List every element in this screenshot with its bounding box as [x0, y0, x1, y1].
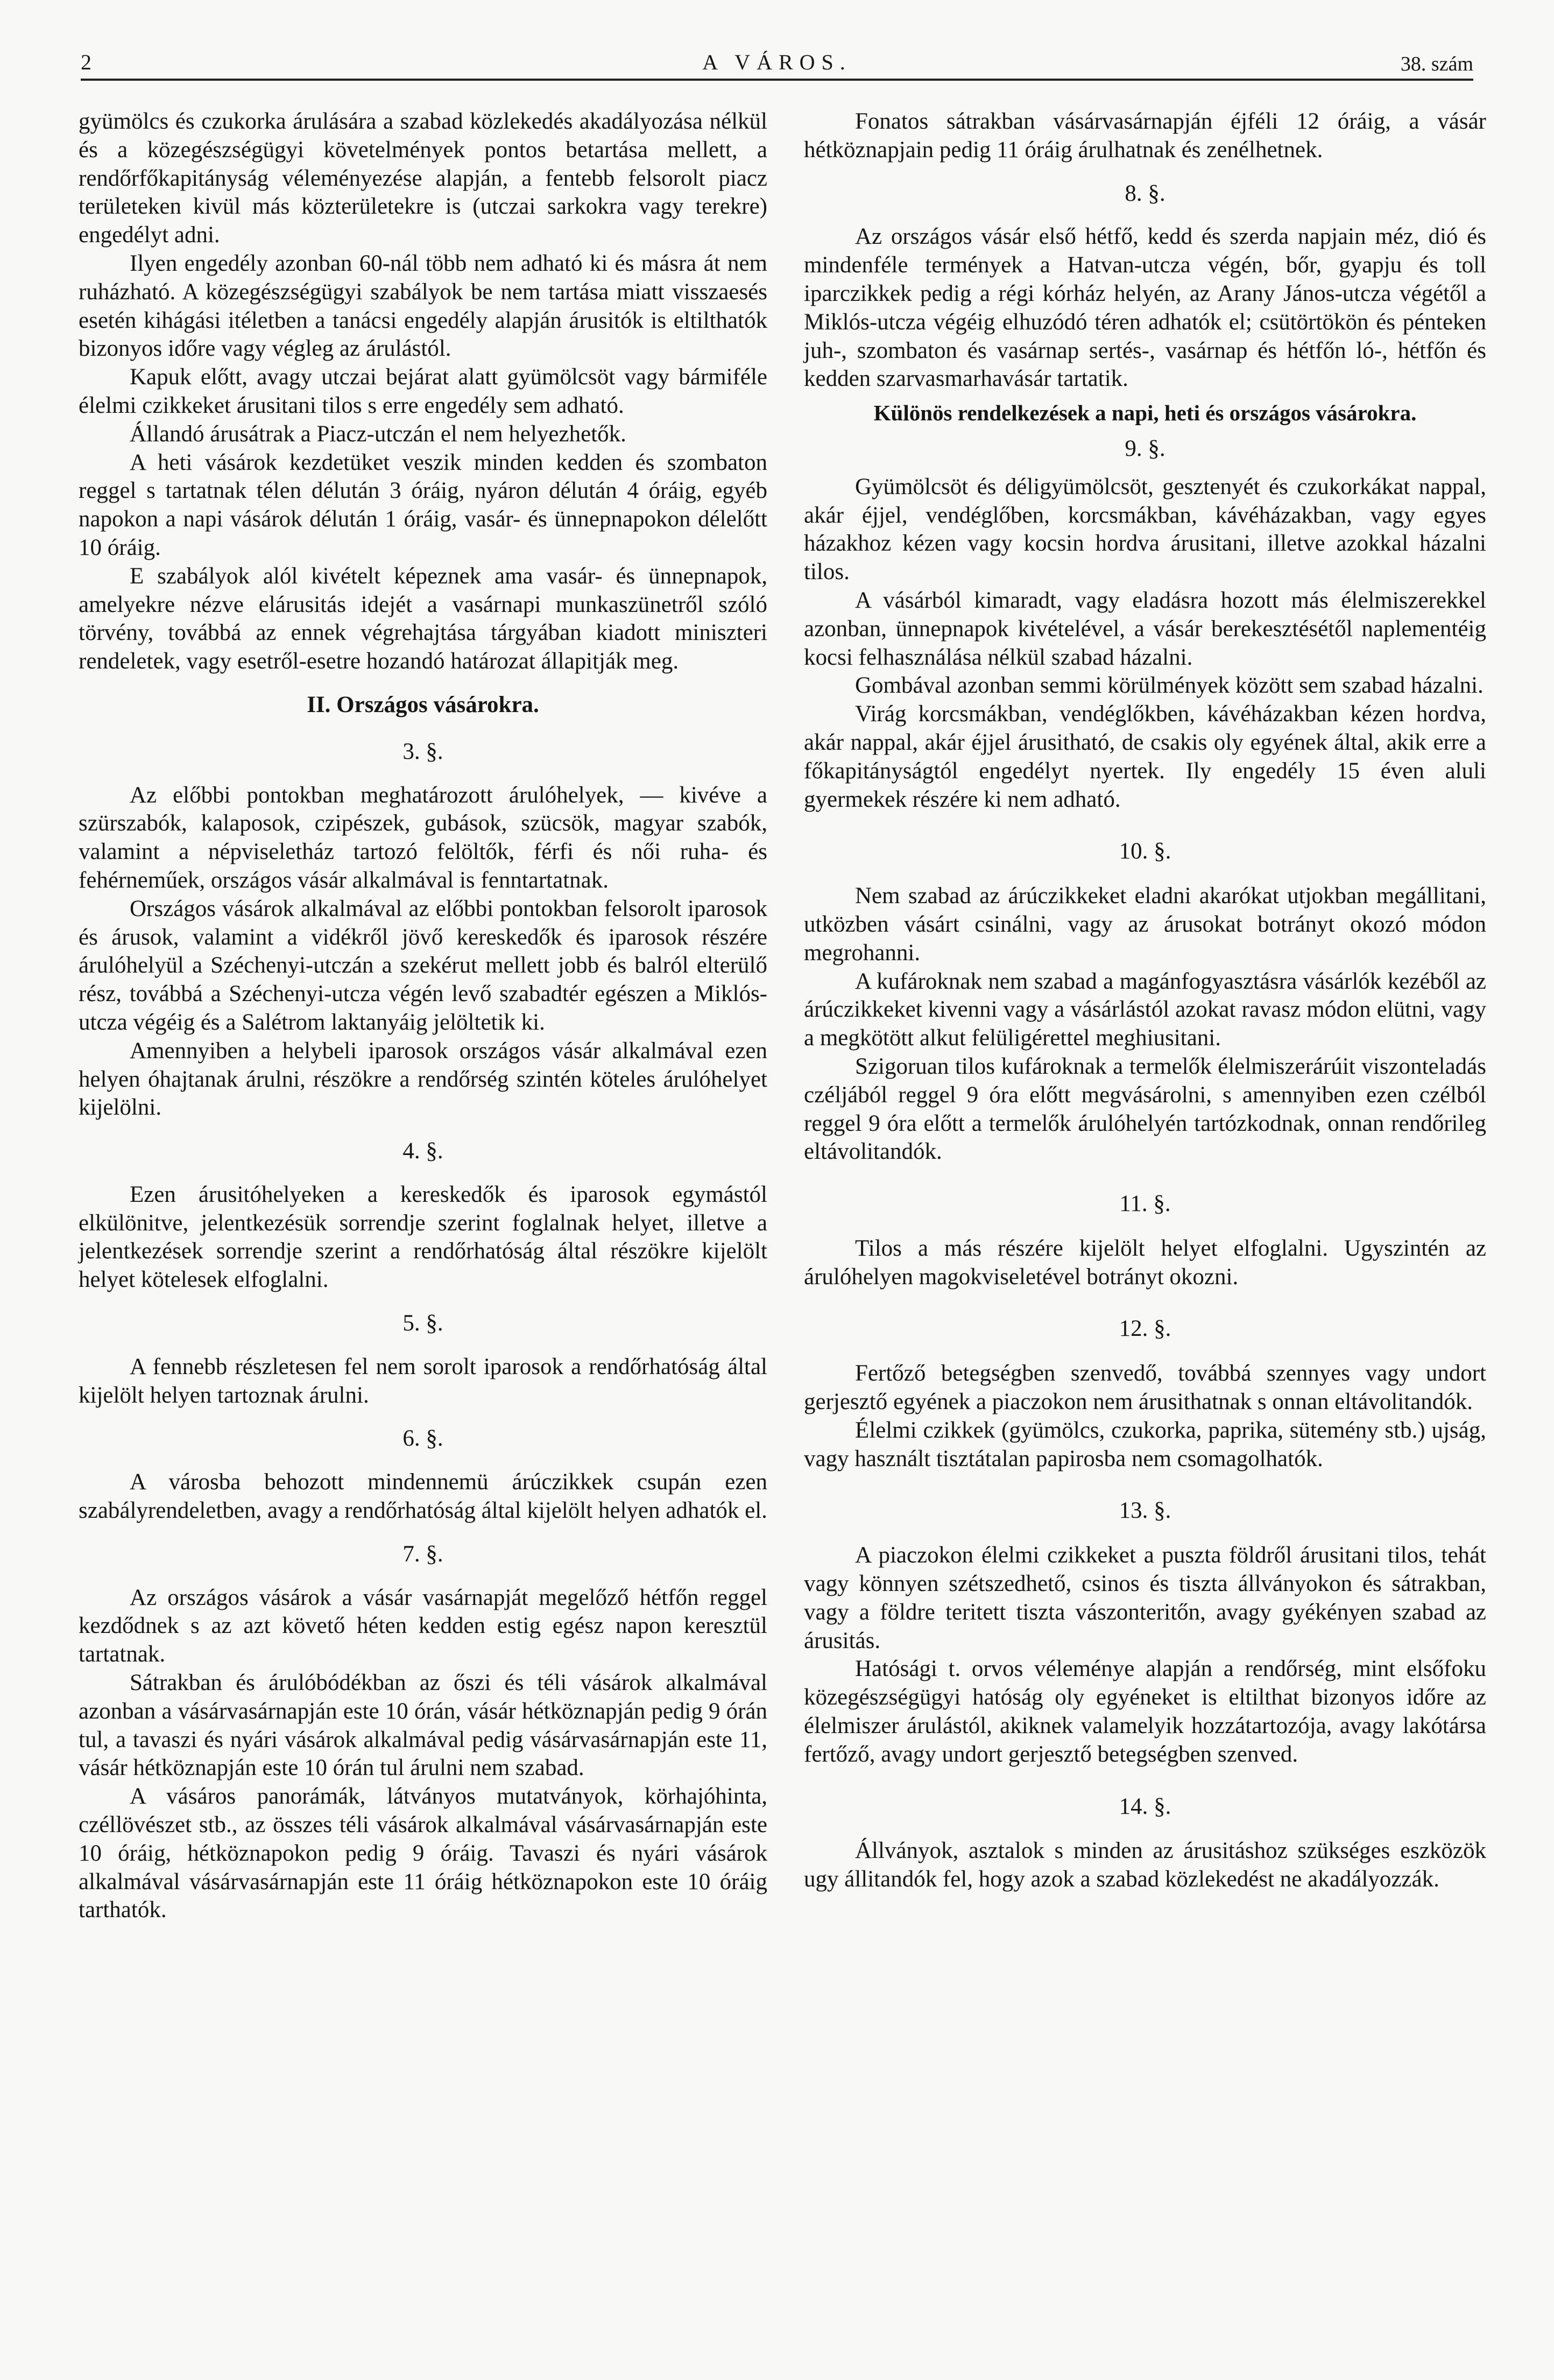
paragraph: A kufároknak nem szabad a magánfogyasztásra vásárlók kezéből az árúczikkeket kivenni vagy a vásárlástól azokat ravasz módon elütni, vagy a megkötött alkut felüligérettel meghiusitani.	[804, 968, 1486, 1051]
section-number: 13. §.	[1119, 1498, 1171, 1524]
paragraph: A heti vásárok kezdetüket veszik minden kedden és szombaton reggel s tartatnak télen délután 3 óráig, nyáron délután 4 óráig, egyéb napokon a napi vásárok délután 1 óráig, vasár- és ünnepnapokon délelőtt 10 óráig.	[79, 449, 767, 560]
paragraph: Sátrakban és árulóbódékban az őszi és téli vásárok alkalmával azonban a vásárvasárnapján este 10 órán, vásár hétköznapján pedig 9 órán tul, a tavaszi és nyári vásárok alkalmával pedig vásárvasárnapján este 11, vásár hétköznapján este 10 órán tul árulni nem szabad.	[79, 1670, 767, 1781]
paragraph: Amennyiben a helybeli iparosok országos vásár alkalmával ezen helyen óhajtanak árulni, részökre a rendőrség szintén köteles árulóhelyet kijelölni.	[79, 1038, 767, 1121]
section-number: 3. §.	[402, 738, 443, 764]
section-number: 10. §.	[1119, 839, 1171, 864]
section-number: 8. §.	[1125, 180, 1166, 206]
section-number: 14. §.	[1119, 1793, 1171, 1819]
section-number: 9. §.	[1125, 435, 1166, 461]
masthead-title: A VÁROS.	[702, 50, 852, 74]
special-provisions-heading: Különös rendelkezések a napi, heti és országos vásárokra.	[873, 400, 1417, 426]
paragraph: Élelmi czikkek (gyümölcs, czukorka, paprika, sütemény stb.) ujság, vagy használt tisztátalan papirosba nem csomagolhatók.	[804, 1417, 1486, 1471]
paragraph: Fertőző betegségben szenvedő, továbbá szennyes vagy undort gerjesztő egyének a piaczokon nem árusithatnak s onnan eltávolitandók.	[804, 1361, 1486, 1415]
paragraph: Szigoruan tilos kufároknak a termelők élelmiszerárúit viszonteladás czéljából reggel 9 óra előtt megvásárolni, s amennyiben ezen czélból reggel 9 óra előtt a termelők árulóhelyén tartózkodnak, onnan rendőrileg eltávolitandók.	[804, 1053, 1486, 1165]
header-rule	[81, 79, 1473, 81]
page-number: 2	[81, 50, 91, 74]
paragraph: Nem szabad az árúczikkeket eladni akarókat utjokban megállitani, utközben vásárt csinálni, vagy az árusokat botrányt okozó módon megrohanni.	[804, 883, 1486, 966]
paragraph: A városba behozott mindennemü árúczikkek csupán ezen szabályrendeletben, avagy a rendőrhatóság által kijelölt helyen adhatók el.	[79, 1469, 767, 1524]
paragraph: Ilyen engedély azonban 60-nál több nem adható ki és másra át nem ruházható. A közegészségügyi szabályok be nem tartása miatt visszaesés esetén kihágási itéletben a tanácsi engedély alapján árusitók is eltilthatók bizonyos időre vagy végleg az árulástól.	[79, 250, 767, 362]
section-number: 5. §.	[402, 1311, 443, 1336]
paragraph: Virág korcsmákban, vendéglőkben, kávéházakban kézen hordva, akár nappal, akár éjjel árusitható, de csakis oly egyének által, akik erre a főkapitányságtól engedélyt nyertek. Ily engedély 15 éven aluli gyermekek részére ki nem adható.	[804, 701, 1486, 812]
paragraph: gyümölcs és czukorka árulására a szabad közlekedés akadályozása nélkül és a közegészségügyi követelmények pontos betartása mellett, a rendőrfőkapitányság véleményezése alapján, a fentebb felsorolt piacz területeken kivül más közterületekre is (utczai sarkokra vagy terekre) engedélyt adni.	[79, 109, 767, 248]
left-column	[79, 108, 767, 1925]
paragraph: Fonatos sátrakban vásárvasárnapján éjféli 12 óráig, a vásár hétköznapjain pedig 11 óráig árulhatnak és zenélhetnek.	[804, 109, 1486, 163]
paragraph: Hatósági t. orvos véleménye alapján a rendőrség, mint elsőfoku közegészségügyi hatóság oly egyéneket is eltilthat bizonyos időre az élelmiszer árulástól, akiknek valamelyik hozzátartozója, avagy lakótársa fertőző, avagy undort gerjesztő betegségben szenved.	[804, 1656, 1486, 1767]
section-number: 4. §.	[402, 1138, 443, 1164]
section-number: 12. §.	[1119, 1316, 1171, 1342]
section-number: 11. §.	[1119, 1191, 1171, 1217]
paragraph: Országos vásárok alkalmával az előbbi pontokban felsorolt iparosok és árusok, valamint a vidékről jövő kereskedők és iparosok részére árulóhelyül a Széchenyi-utczán a szekérut mellett jobb és balról elterülő rész, továbbá a Széchenyi-utcza végén levő szabadtér egészen a Miklós-utcza végéig és a Salétrom laktanyáig jelöltetik ki.	[79, 896, 767, 1035]
paragraph: A piaczokon élelmi czikkeket a puszta földről árusitani tilos, tehát vagy könnyen szétszedhető, csinos és tiszta állványokon és sátrakban, vagy a földre teritett tiszta vászonteritőn, avagy gyékényen szabad az árusitás.	[804, 1543, 1486, 1653]
paragraph: Gombával azonban semmi körülmények között sem szabad házalni.	[855, 673, 1484, 699]
right-column	[804, 108, 1486, 1894]
paragraph: Kapuk előtt, avagy utczai bejárat alatt gyümölcsöt vagy bármiféle élelmi czikkeket árusitani tilos s erre engedély sem adható.	[79, 364, 767, 418]
paragraph: Gyümölcsöt és déligyümölcsöt, gesztenyét és czukorkákat nappal, akár éjjel, vendéglőben, korcsmákban, kávéházakban, vagy egyes házakhoz kézen vagy kocsin hordva árusitani, illetve azokkal házalni tilos.	[804, 474, 1486, 585]
paragraph: Állványok, asztalok s minden az árusitáshoz szükséges eszközök ugy állitandók fel, hogy azok a szabad közlekedést ne akadályozzák.	[804, 1838, 1486, 1892]
issue-number: 38. szám	[1400, 53, 1473, 75]
paragraph: Az országos vásár első hétfő, kedd és szerda napjain méz, dió és mindenféle termények a Hatvan-utcza végén, bőr, gyapju és toll iparczikkek pedig a régi kórház helyén, az Arany János-utcza végétől a Miklós-utcza végéig elhuzódó téren adhatók el; csütörtökön és pénteken juh-, szombaton és vasárnap sertés-, vasárnap és hétfőn ló-, hétfőn és kedden szarvasmarhavásár tartatik.	[804, 224, 1486, 392]
paragraph: A vásáros panorámák, látványos mutatványok, körhajóhinta, czéllövészet stb., az összes téli vásárok alkalmával vásárvasárnapján este 10 óráig, hétköznapokon pedig 9 óráig. Tavaszi és nyári vásárok alkalmával vásárvasárnapján este 11 óráig hétköznapokon este 10 óráig tarthatók.	[79, 1784, 767, 1923]
paragraph: Tilos a más részére kijelölt helyet elfoglalni. Ugyszintén az árulóhelyen magokviseletével botrányt okozni.	[804, 1235, 1486, 1290]
paragraph: Állandó árusátrak a Piacz-utczán el nem helyezhetők.	[130, 421, 626, 447]
section-number: 6. §.	[402, 1426, 443, 1452]
paragraph: E szabályok alól kivételt képeznek ama vasár- és ünnepnapok, amelyekre nézve elárusitás idejét a vasárnapi munkaszünetről szóló törvény, továbbá az ennek végrehajtása tárgyában kiadott miniszteri rendeletek, vagy esetről-esetre hozandó határozat állapitják meg.	[79, 563, 767, 674]
paragraph: A vásárból kimaradt, vagy eladásra hozott más élelmiszerekkel azonban, ünnepnapok kivételével, a vásár berekesztésétől naplementéig kocsi felhasználása nélkül szabad házalni.	[804, 587, 1486, 670]
paragraph: A fennebb részletesen fel nem sorolt iparosok a rendőrhatóság által kijelölt helyen tartoznak árulni.	[79, 1354, 767, 1408]
paragraph: Az országos vásárok a vásár vasárnapját megelőző hétfőn reggel kezdődnek s az azt követő héten kedden estig egész napon keresztül tartatnak.	[79, 1585, 767, 1667]
page-header	[81, 47, 1473, 80]
paragraph: Ezen árusitóhelyeken a kereskedők és iparosok egymástól elkülönitve, jelentkezésük sorrendje szerint foglalnak helyet, illetve a jelentkezések sorrendje szerint a rendőrhatóság által részökre kijelölt helyet kötelesek elfoglalni.	[79, 1181, 767, 1293]
section-number: 7. §.	[402, 1541, 443, 1567]
paragraph: Az előbbi pontokban meghatározott árulóhelyek, — kivéve a szürszabók, kalaposok, czipészek, gubások, szücsök, magyar szabók, valamint a népviseletház tartozó felöltők, férfi és női ruha- és fehérneműek, országos vásár alkalmával is fenntartatnak.	[79, 782, 767, 893]
section-heading: II. Országos vásárokra.	[307, 692, 539, 717]
